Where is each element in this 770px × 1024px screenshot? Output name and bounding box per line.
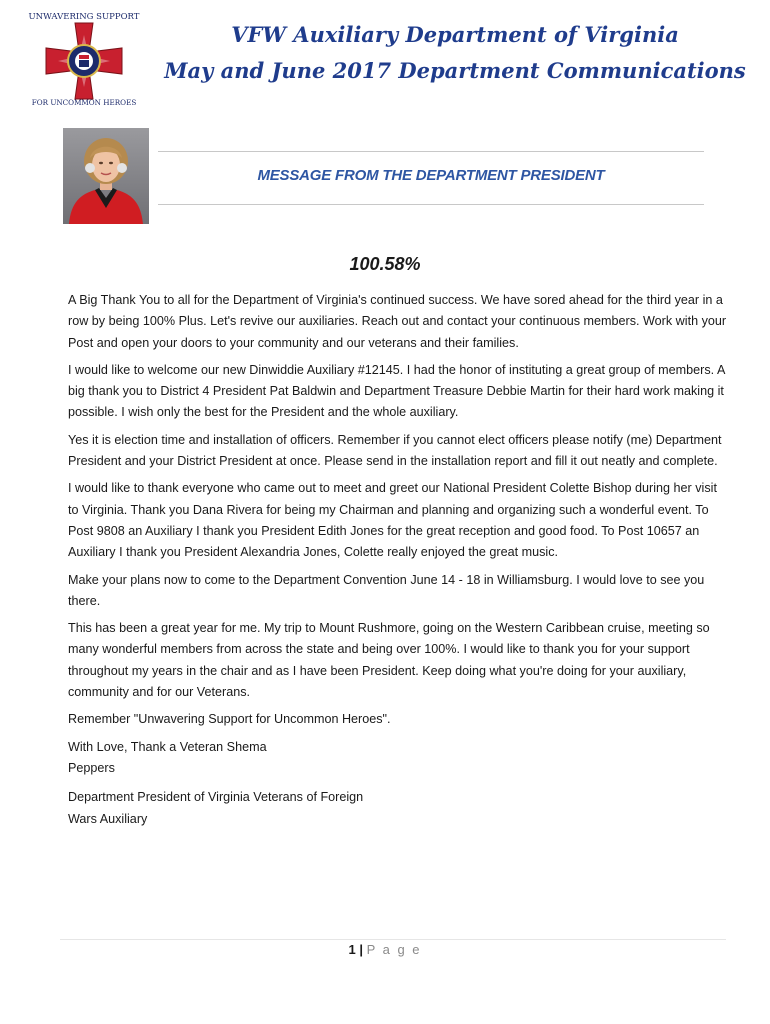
section-heading: MESSAGE FROM THE DEPARTMENT PRESIDENT (257, 167, 605, 184)
page-label: P a g e (366, 942, 422, 957)
section-divider-top (158, 151, 704, 152)
signature-line: Peppers (68, 760, 115, 775)
paragraph: I would like to welcome our new Dinwiddie Auxiliary #12145. I had the honor of instituting a great group of members. A big thank you to District 4 President Pat Baldwin and Department Treasure Debbie Martin for their hard work making it possible. I wish only the best for the President and the whole auxiliary. (68, 362, 725, 420)
footer-divider (60, 939, 726, 940)
logo-top-text: UNWAVERING SUPPORT (28, 12, 140, 22)
president-portrait (63, 128, 149, 224)
signer-title-line: Department President of Virginia Veterans of Foreign (68, 790, 364, 805)
paragraph: A Big Thank You to all for the Department of Virginia's continued success. We have sored ahead for the third year in a row by being 100% Plus. Let's revive our auxiliaries. Reach out and contact your continuous members. Work with your Post and open your doors to your community and our veterans and their families. (68, 293, 727, 350)
message-body (68, 290, 728, 838)
paragraph: Make your plans now to come to the Department Convention June 14 - 18 in Williamsburg. I would love to see you there. (68, 572, 705, 608)
page-number: 1 (348, 942, 356, 957)
signer-title-line: Wars Auxiliary (68, 811, 148, 826)
vfw-auxiliary-logo (28, 8, 140, 108)
logo-bottom-text: FOR UNCOMMON HEROES (31, 98, 137, 107)
paragraph: Remember "Unwavering Support for Uncommon Heroes". (68, 712, 391, 727)
signature-block (68, 737, 728, 780)
signer-title-block (68, 787, 728, 830)
document-title: VFW Auxiliary Department of Virginia (231, 22, 679, 47)
document-subtitle: May and June 2017 Department Communications (164, 58, 746, 83)
page-footer (0, 942, 770, 957)
vfw-emblem-icon (28, 8, 140, 108)
signature-line: With Love, Thank a Veteran Shema (68, 739, 267, 754)
paragraph: I would like to thank everyone who came out to meet and greet our National President Colette Bishop during her visit to Virginia. Thank you Dana Rivera for being my Chairman and planning and organizing such a wonderful event. To Post 9808 an Auxiliary I thank you President Edith Jones for the great reception and good food. To Post 10657 an Auxiliary I thank you President Alexandria Jones, Colette really enjoyed the great music. (68, 481, 717, 560)
page-separator: | (359, 942, 363, 957)
portrait-image-icon (63, 128, 149, 224)
paragraph: This has been a great year for me. My trip to Mount Rushmore, going on the Western Caribbean cruise, meeting so many wonderful members from across the state and being over 100%. I would like to thank you for your support throughout my years in the chair and as I have been President. Keep doing what you're doing for your auxiliary, community and for our Veterans. (68, 621, 710, 700)
membership-percent: 100.58% (349, 254, 421, 274)
section-divider-bottom (158, 204, 704, 205)
paragraph: Yes it is election time and installation of officers. Remember if you cannot elect officers please notify (me) Department President and your District President at once. Please send in the installation report and fill it out neatly and complete. (68, 432, 722, 469)
